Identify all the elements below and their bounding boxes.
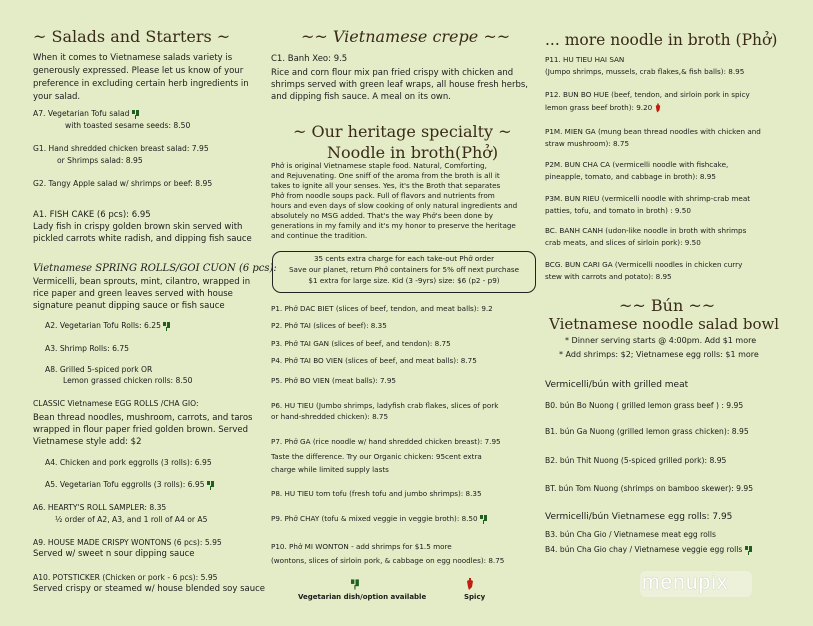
item-c1-desc-2: shrimps served with green leaf wraps, all house fresh herbs, — [271, 80, 529, 90]
vegetarian-leaf-icon — [207, 481, 215, 490]
item-p11: P11. HU TIEU HAI SAN — [545, 55, 625, 64]
spring-rolls-desc-1: Vermicelli, bean sprouts, mint, cilantro, wrapped in — [33, 277, 251, 287]
item-bcg: BCG. BUN CARI GA (Vermicelli noodles in chicken curry — [545, 260, 743, 269]
item-a1-desc-2: pickled carrots white radish, and dipping fish sauce — [33, 234, 252, 244]
legend-spicy: Spicy — [464, 593, 486, 601]
vegetarian-leaf-icon — [351, 579, 360, 590]
heritage-intro-6: absolutely no MSG added. That's the way Phở's been done by — [271, 211, 494, 220]
item-p12-detail: lemon grass beef broth): 9.20 — [545, 102, 661, 113]
item-b2: B2. bún Thit Nuong (5-spiced grilled pork): 8.95 — [545, 456, 727, 465]
heritage-intro-1: Phở is original Vietnamese staple food. Natural, Comforting, — [271, 161, 487, 170]
salads-intro-1: When it comes to Vietnamese salads variety is — [33, 53, 233, 63]
item-a2: A2. Vegetarian Tofu Rolls: 6.25 — [45, 320, 171, 331]
item-a6: A6. HEARTY'S ROLL SAMPLER: 8.35 — [33, 503, 167, 512]
item-a4: A4. Chicken and pork eggrolls (3 rolls): 6.95 — [45, 458, 212, 467]
vegetarian-leaf-icon — [745, 546, 753, 555]
item-b0: B0. bún Bo Nuong ( grilled lemon grass beef ) : 9.95 — [545, 401, 744, 410]
heritage-intro-2: and Rejuvenating. One sniff of the aroma from the broth is all it — [271, 171, 500, 180]
spring-rolls-desc-2: rice paper and green leaves served with house — [33, 289, 233, 299]
crepe-title: ~~ Vietnamese crepe ~~ — [301, 27, 511, 46]
item-p11-detail: (Jumpo shrimps, mussels, crab flakes,& fish balls): 8.95 — [545, 67, 745, 76]
item-p6-detail: or hand-shredded chicken): 8.75 — [271, 412, 389, 421]
item-a10-desc: Served crispy or steamed w/ house blended soy sauce — [33, 584, 266, 594]
item-a10: A10. POTSTICKER (Chicken or pork - 6 pcs): 5.95 — [33, 573, 218, 582]
heritage-intro-8: and continue the tradition. — [271, 231, 368, 240]
item-p2m: P2M. BUN CHA CA (vermicelli noodle with fishcake, — [545, 160, 729, 169]
item-p4: P4. Phở TAI BO VIEN (slices of beef, and meat balls): 8.75 — [271, 356, 477, 365]
bun-title: ~~ Bún ~~ — [619, 296, 716, 315]
item-p2m-detail: pineapple, tomato, and cabbage in broth): 8.95 — [545, 172, 716, 181]
item-p3m-detail: patties, tofu, and tomato in broth) : 9.50 — [545, 206, 691, 215]
item-p12: P12. BUN BO HUE (beef, tendon, and sirloin pork in spicy — [545, 90, 750, 99]
egg-rolls-desc-3: Vietnamese style add: $2 — [33, 437, 142, 447]
egg-rolls-title: CLASSIC Vietnamese EGG ROLLS /CHA GIO: — [33, 399, 199, 408]
egg-rolls-desc-1: Bean thread noodles, mushroom, carrots, and taros — [33, 413, 253, 423]
item-a5: A5. Vegetarian Tofu eggrolls (3 rolls): 6.95 — [45, 479, 215, 490]
item-p7-organic: Taste the difference. Try our Organic chicken: 95cent extra — [271, 452, 482, 461]
spring-rolls-desc-3: signature peanut dipping sauce or fish sauce — [33, 301, 225, 311]
bun-egg-rolls-heading: Vermicelli/bún Vietnamese egg rolls: 7.95 — [545, 512, 733, 522]
item-a1-title: A1. FISH CAKE (6 pcs): 6.95 — [33, 210, 151, 220]
item-p1m: P1M. MIEN GA (mung bean thread noodles with chicken and — [545, 127, 761, 136]
item-p7: P7. Phở GA (rice noodle w/ hand shredded chicken breast): 7.95 — [271, 437, 501, 446]
item-a8: A8. Grilled 5-spiced pork OR — [45, 365, 153, 374]
takeout-notice-2: Save our planet, return Phở containers for 5% off next purchase — [288, 265, 520, 274]
item-a3: A3. Shrimp Rolls: 6.75 — [45, 344, 129, 353]
item-bc: BC. BANH CANH (udon-like noodle in broth with shrimps — [545, 226, 747, 235]
spring-rolls-title: Vietnamese SPRING ROLLS/GOI CUON (6 pcs): — [33, 263, 277, 274]
item-a9: A9. HOUSE MADE CRISPY WONTONS (6 pcs): 5.95 — [33, 538, 222, 547]
item-g1: G1. Hand shredded chicken breast salad: 7.95 — [33, 144, 209, 153]
item-b4: B4. bún Cha Gio chay / Vietnamese veggie egg rolls — [545, 544, 753, 555]
item-g2: G2. Tangy Apple salad w/ shrimps or beef: 8.95 — [33, 179, 213, 188]
item-c1: C1. Banh Xeo: 9.5 — [271, 54, 348, 64]
vegetarian-leaf-icon — [132, 110, 140, 119]
item-a9-desc: Served w/ sweet n sour dipping sauce — [33, 549, 195, 559]
bun-grilled-heading: Vermicelli/bún with grilled meat — [545, 380, 689, 390]
heritage-intro-4: Phở from noodle soups pack. Full of flavors and nutrients from — [271, 191, 495, 200]
menupix-watermark — [630, 565, 760, 603]
salads-intro-4: your salad. — [33, 92, 81, 102]
item-g1-shrimp: or Shrimps salad: 8.95 — [57, 156, 143, 165]
menupix-logo-text: menupix — [642, 571, 729, 594]
item-p1m-detail: straw mushroom): 8.75 — [545, 139, 630, 148]
bun-subtitle: Vietnamese noodle salad bowl — [549, 315, 780, 333]
item-a7 — [33, 108, 140, 119]
item-p10: P10. Phở MI WONTON - add shrimps for $1.5 more — [271, 542, 452, 551]
heritage-intro-7: generations in my family and it's my honor to preserve the heritage — [271, 221, 516, 230]
heritage-subtitle: Noodle in broth(Phở) — [327, 143, 499, 162]
item-a8-detail: Lemon grassed chicken rolls: 8.50 — [63, 376, 193, 385]
item-a6-detail: ½ order of A2, A3, and 1 roll of A4 or A5 — [55, 515, 208, 524]
item-a7-name: A7. Vegetarian Tofu salad — [33, 109, 130, 118]
item-p10-detail: (wontons, slices of sirloin pork, & cabbage on egg noodles): 8.75 — [271, 556, 505, 565]
vegetarian-leaf-icon — [163, 322, 171, 331]
takeout-notice-1: 35 cents extra charge for each take-out Phở order — [313, 254, 495, 263]
takeout-notice-3: $1 extra for large size. Kid (3 -9yrs) size: $6 (p2 - p9) — [308, 276, 500, 285]
chili-pepper-icon — [655, 103, 661, 113]
item-p1: P1. Phở DAC BIET (slices of beef, tendon, and meat balls): 9.2 — [271, 304, 493, 313]
heritage-title: ~ Our heritage specialty ~ — [293, 122, 512, 141]
item-c1-desc-1: Rice and corn flour mix pan fried crispy with chicken and — [271, 68, 514, 78]
item-b3: B3. bún Cha Gio / Vietnamese meat egg rolls — [545, 530, 716, 539]
item-p7-note: charge while limited supply lasts — [271, 465, 389, 474]
item-a7-detail: with toasted sesame seeds: 8.50 — [65, 121, 191, 130]
item-a1-desc-1: Lady fish in crispy golden brown skin served with — [33, 222, 243, 232]
item-p9: P9. Phở CHAY (tofu & mixed veggie in veggie broth): 8.50 — [271, 513, 488, 524]
item-p5: P5. Phở BO VIEN (meat balls): 7.95 — [271, 376, 396, 385]
item-bt: BT. bún Tom Nuong (shrimps on bamboo skewer): 9.95 — [545, 484, 754, 493]
bun-note-add: * Add shrimps: $2; Vietnamese egg rolls: $1 more — [559, 350, 759, 359]
heritage-intro-3: takes to ignite all your senses. Yes, it's the Broth that separates — [271, 181, 501, 190]
item-p6: P6. HU TIEU (Jumbo shrimps, ladyfish crab flakes, slices of pork — [271, 401, 499, 410]
legend-vegetarian: Vegetarian dish/option available — [298, 593, 427, 601]
vegetarian-leaf-icon — [480, 515, 488, 524]
chili-pepper-icon — [466, 578, 474, 590]
item-p2: P2. Phở TAI (slices of beef): 8.35 — [271, 321, 387, 330]
item-p3m: P3M. BUN RIEU (vermicelli noodle with shrimp-crab meat — [545, 194, 751, 203]
item-bcg-detail: stew with carrots and potato): 8.95 — [545, 272, 672, 281]
bun-note-dinner: * Dinner serving starts @ 4:00pm. Add $1 more — [565, 336, 757, 345]
salads-title: ~ Salads and Starters ~ — [33, 27, 231, 46]
item-b1: B1. bún Ga Nuong (grilled lemon grass chicken): 8.95 — [545, 427, 749, 436]
salads-intro-2: generously expressed. Please let us know of your — [33, 66, 244, 76]
item-c1-desc-3: and dipping fish sauce. A meal on its own. — [271, 92, 451, 102]
more-noodles-title: ... more noodle in broth (Phở) — [545, 31, 778, 49]
item-bc-detail: crab meats, and slices of sirloin pork): 9.50 — [545, 238, 701, 247]
item-p8: P8. HU TIEU tom tofu (fresh tofu and jumbo shrimps): 8.35 — [271, 489, 482, 498]
egg-rolls-desc-2: wrapped in flour paper fried golden brown. Served — [33, 425, 249, 435]
salads-intro-3: preference in excluding certain herb ingredients in — [33, 79, 249, 89]
heritage-intro-5: hours and even days of slow cooking of only natural ingredients and — [271, 201, 518, 210]
item-p3: P3. Phở TAI GAN (slices of beef, and tendon): 8.75 — [271, 339, 451, 348]
